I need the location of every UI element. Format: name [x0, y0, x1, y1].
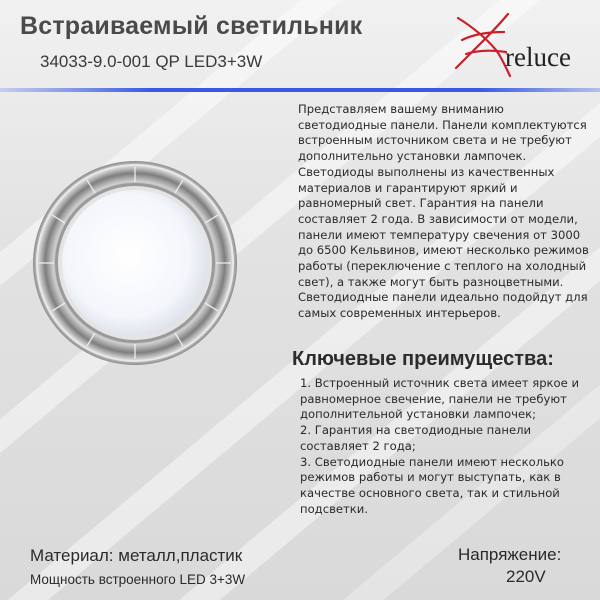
advantages-title: Ключевые преимущества: [292, 348, 554, 370]
material-spec: Материал: металл,пластик [30, 546, 243, 565]
page-title: Встраиваемый светильник [20, 12, 363, 40]
voltage-label: Напряжение: [458, 545, 562, 564]
advantages-list [300, 376, 594, 517]
advantage-item: 1. Встроенный источник света имеет яркое и равномерное свечение, панели не требуют дополнительной установки лампочек; [300, 376, 580, 422]
voltage-value: 220V [506, 567, 546, 586]
header-divider [0, 88, 600, 92]
power-spec: Мощность встроенного LED 3+3W [30, 572, 246, 587]
product-image [30, 158, 240, 368]
brand-name: reluce [505, 42, 571, 72]
model-number: 34033-9.0-001 QP LED3+3W [40, 52, 263, 71]
product-description: Представляем вашему вниманию светодиодные панели. Панели комплектуются встроенным источником света и не требуют дополнительно установки лампочек. Светодиоды выполнены из качественных материалов и гарантируют яркий и равномерный свет. Гарантия на панели составляет 2 года. В зависимости от модели, панели имеют температуру свечения от 3000 до 6500 Кельвинов, имеют несколько режимов работы (переключение с теплого на холодный свет), а также могут быть разноцветными. Светодиодные панели идеально подойдут для самых современных интерьеров. [298, 102, 589, 321]
advantage-item: 3. Светодиодные панели имеют несколько режимов работы и могут выступать, как в качестве основного света, так и стильной подсветки. [300, 454, 565, 516]
advantage-item: 2. Гарантия на светодиодные панели составляет 2 года; [300, 423, 532, 453]
